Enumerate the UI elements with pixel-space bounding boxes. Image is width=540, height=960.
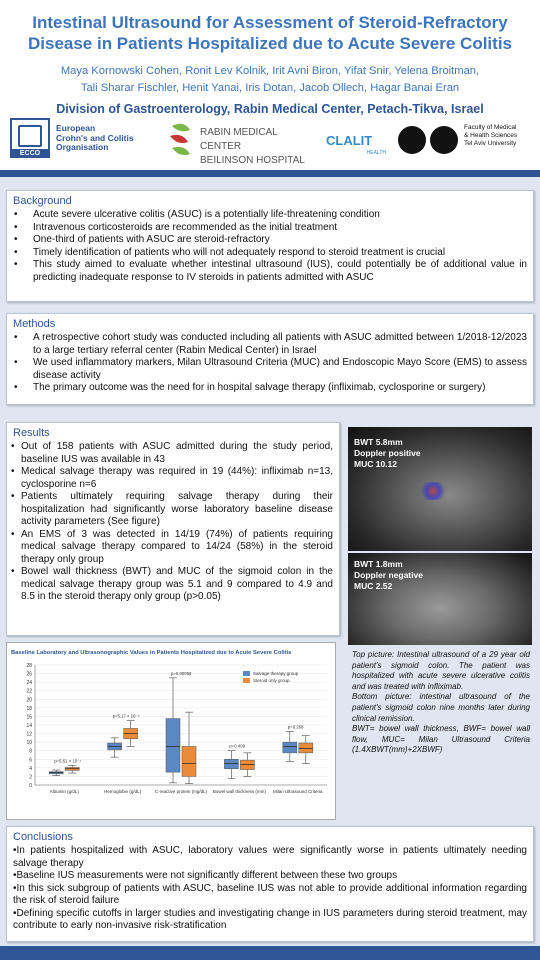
y-tick-label: 0 [29,783,32,789]
conclusions-item: •In patients hospitalized with ASUC, laboratory values were significantly worse in patients ultimately needing salvage therapy [13,845,527,869]
us-bottom-bwt: BWT 1.8mm [354,559,403,569]
x-tick-label: Albumin (g/dL) [49,789,79,794]
methods-item: • A retrospective cohort study was conducted including all patients with ASUC admitted between 1/2018-12/2023 to a large tertiary referral center (Rabin Medical Center) in Israel [7,332,533,357]
ecco-line-3: Organisation [56,142,109,152]
title-line-2: Disease in Patients Hospitalized due to Acute Severe Colitis [27,34,512,53]
methods-section [6,313,534,405]
us-bottom-muc: MUC 2.52 [354,581,393,591]
poster-title [0,12,540,54]
x-tick-label: Bowel wall thickness (mm) [212,789,266,794]
background-heading: Background [13,195,72,207]
tau-line-3: Tel Aviv University [464,140,517,147]
tau-line-2: & Health Sciences [464,132,518,139]
conclusions-list [7,845,533,933]
legend-label: Salvage therapy group [253,671,299,676]
results-item: • Bowel wall thickness (BWT) and MUC of the sigmoid colon in the medical salvage therapy group was 5.1 and 9 compared to 4.9 and 8.5 in the steroid therapy only group (p>0.05) [7,566,339,604]
clalit-text: CLALIT [326,133,373,148]
y-tick-label: 12 [26,731,32,738]
conclusions-item: •In this sick subgroup of patients with ASUC, baseline IUS was not able to provide additional information regarding the risk of steroid failure [13,882,527,906]
tau-line-1: Faculty of Medical [464,124,517,131]
ecco-mark: ECCO [12,149,48,158]
rabin-leaf-icon [168,120,198,160]
p-value-label: p=0.268 [287,724,304,730]
image-caption [352,650,530,756]
rabin-line-1: RABIN MEDICAL CENTER [200,127,278,152]
authors-line-1: Maya Kornowski Cohen, Ronit Lev Kolnik, Irit Avni Biron, Yifat Snir, Yelena Broitman, [60,65,480,77]
p-value-label: p=5.17 × 10⁻⁴ [112,713,140,719]
y-tick-label: 26 [26,671,32,678]
conclusions-section [6,826,534,942]
us-top-doppler: Doppler positive [354,448,421,458]
boxplot-chart [7,643,337,821]
p-value-label: p=0.409 [229,743,246,749]
ecco-logo [10,118,150,164]
legend-swatch [243,671,250,676]
chart-title: Baseline Laboratory and Ultrasonographic Values in Patients Hospitalized due to Acute Severe Colitis [11,650,292,656]
us-bottom-doppler: Doppler negative [354,570,423,580]
us-top-muc: MUC 10.12 [354,459,397,469]
results-item: • Medical salvage therapy was required in 19 (44%): infliximab n=13, cyclosporine n=6 [7,466,339,491]
ecco-line-1: European [56,123,96,133]
y-tick-label: 16 [26,714,32,721]
y-tick-label: 24 [26,680,32,687]
y-tick-label: 28 [26,663,32,669]
x-tick-label: C-reactive protein (mg/dL) [154,789,208,794]
conclusions-item: •Baseline IUS measurements were not significantly different between these two groups [13,870,398,881]
y-tick-label: 6 [29,757,32,764]
emblem-icon-1 [398,126,426,154]
caption-bottom: Bottom picture: intestinal ultrasound of the patient's sigmoid colon nine months later during clinical remission. [352,692,530,723]
box [224,759,238,768]
header-divider [0,170,540,177]
y-tick-label: 10 [26,740,32,747]
ecco-line-2: Crohn's and Colitis [56,132,134,143]
background-item: • Timely identification of patients who will not adequately respond to steroid treatment is crucial [7,247,533,260]
clalit-sub: HEALTH [366,150,386,156]
legend-label: Steroid only group [253,678,290,683]
authors-line-2: Tali Sharar Fischler, Henit Yanai, Iris Dotan, Jacob Ollech, Hagar Banai Eran [80,82,460,94]
box [283,742,297,753]
y-tick-label: 8 [29,748,32,755]
ultrasound-image-bottom [348,553,532,645]
box [240,760,254,769]
y-tick-label: 18 [26,705,32,712]
y-tick-label: 22 [26,688,32,695]
background-item: • Acute severe ulcerative colitis (ASUC) is a potentially life-threatening condition [7,209,533,222]
background-item: • Intravenous corticosteroids are recommended as the initial treatment [7,222,533,235]
y-tick-label: 20 [26,697,32,704]
poster-header [0,0,540,170]
emblem-icon-2 [430,126,458,154]
clalit-logo [326,132,386,156]
conclusions-heading: Conclusions [13,831,73,843]
ecco-emblem-icon [10,118,50,158]
title-line-1: Intestinal Ultrasound for Assessment of Steroid-Refractory [32,13,508,32]
boxplot-figure [6,642,336,820]
methods-item: • We used inflammatory markers, Milan Ultrasound Criteria (MUC) and Endoscopic Mayo Score (EMS) to assess disease activity [7,357,533,382]
conclusions-item: •Defining specific cutoffs in larger studies and investigating change in IUS parameters during steroid treatment, may contribute to early non-invasive risk-stratification [13,907,527,931]
background-list [7,209,533,284]
methods-item: • The primary outcome was the need for in hospital salvage therapy (infliximab, cyclosporine or surgery) [7,382,533,395]
authors [0,63,540,97]
x-tick-label: Hemoglobin (g/dL) [104,789,142,794]
x-tick-label: Milan Ultrasound Criteria [273,789,323,794]
results-item: • Out of 158 patients with ASUC admitted during the study period, baseline IUS was available in 43 [7,441,339,466]
p-value-label: p=5.61 × 10⁻⁴ [54,758,82,764]
box [299,743,313,753]
results-item: • Patients ultimately requiring salvage therapy during their hospitalization had significantly worse laboratory baseline disease activity parameters (See figure) [7,491,339,529]
p-value-label: p=0.00058 [171,670,192,676]
ultrasound-image-top [348,427,532,551]
background-item: • One-third of patients with ASUC are steroid-refractory [7,234,533,247]
department: Division of Gastroenterology, Rabin Medical Center, Petach-Tikva, Israel [56,102,484,116]
legend-swatch [243,678,250,683]
results-section [6,422,340,636]
y-tick-label: 2 [29,774,32,781]
results-heading: Results [13,427,50,439]
rabin-line-2: BEILINSON HOSPITAL [200,155,305,166]
caption-abbreviations: BWT= bowel wall thickness, BWF= bowel wall flow, MUC= Milan Ultrasound Criteria (1.4XBWT(mm)+2XBWF) [352,724,530,755]
results-list [7,441,339,604]
logo-strip [8,118,532,166]
background-section [6,190,534,302]
rabin-logo [168,120,318,166]
y-tick-label: 14 [26,723,32,729]
doppler-signal [418,482,448,500]
us-top-bwt: BWT 5.8mm [354,437,403,447]
tau-logos [398,124,530,158]
footer-bar [0,946,540,960]
background-item: • This study aimed to evaluate whether intestinal ultrasound (IUS), could potentially be of additional value in predicting inadequate response to IV steroids in patients admitted with ASUC [7,259,533,284]
results-item: • An EMS of 3 was detected in 14/19 (74%) of patients requiring medical salvage therapy compared to 14/24 (58%) in the steroid therapy only group [7,529,339,567]
box [166,719,180,773]
y-tick-label: 4 [29,765,32,772]
box [182,746,196,776]
methods-heading: Methods [13,318,56,330]
caption-top: Top picture: Intestinal ultrasound of a 29 year old patient's sigmoid colon. The patient was hospitalized with acute severe ulcerative colitis and was treated with infliximab. [352,650,530,691]
methods-list [7,332,533,395]
